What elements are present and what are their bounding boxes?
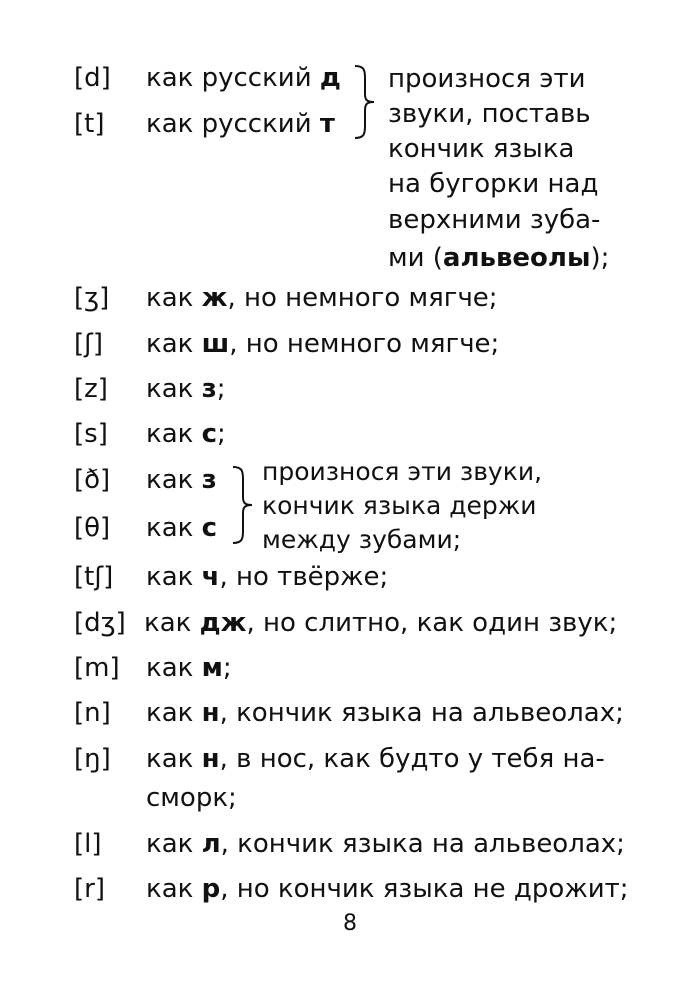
note-text: ); bbox=[590, 243, 610, 273]
desc-text: ; bbox=[216, 374, 226, 404]
description-dzh bbox=[144, 607, 617, 639]
bold-letter: м bbox=[201, 653, 223, 683]
desc-text: , в нос, как будто у тебя на- bbox=[219, 744, 605, 774]
note-text: ми ( bbox=[388, 243, 443, 273]
phoneme-m: [m] bbox=[74, 653, 120, 683]
phoneme-zh: [ʒ] bbox=[74, 283, 110, 313]
bold-letter: ч bbox=[201, 562, 220, 592]
right-brace-icon bbox=[230, 465, 256, 545]
bold-letter: ж bbox=[201, 283, 228, 313]
bold-letter: с bbox=[201, 513, 218, 543]
description-z bbox=[146, 373, 225, 405]
bold-letter: д bbox=[319, 63, 341, 93]
description-tsh bbox=[146, 561, 388, 593]
description-zh bbox=[146, 282, 498, 314]
note1-line-3: кончик языка bbox=[388, 134, 575, 164]
desc-text: как bbox=[146, 744, 202, 774]
desc-text: , но кончик языка не дрожит; bbox=[220, 874, 629, 904]
desc-text: как bbox=[146, 653, 202, 683]
note1-line-4: на бугорки над bbox=[388, 169, 599, 199]
description-d bbox=[146, 62, 341, 94]
desc-text: как bbox=[146, 374, 202, 404]
phoneme-d: [d] bbox=[74, 63, 111, 93]
desc-text: как русский bbox=[146, 63, 320, 93]
desc-text: , но слитно, как один звук; bbox=[246, 608, 618, 638]
desc-text: как bbox=[146, 465, 202, 495]
note1-line-5: верхними зуба- bbox=[388, 205, 601, 235]
desc-text: , кончик языка на альвеолах; bbox=[219, 698, 624, 728]
description-m bbox=[146, 652, 232, 684]
phoneme-z: [z] bbox=[74, 374, 108, 404]
description-theta bbox=[146, 512, 217, 544]
description-eth bbox=[146, 464, 217, 496]
desc-text: как bbox=[146, 283, 202, 313]
bold-letter: с bbox=[201, 419, 218, 449]
desc-text: как bbox=[146, 829, 202, 859]
phoneme-eth: [ð] bbox=[74, 465, 111, 495]
bold-letter: ш bbox=[201, 329, 230, 359]
bold-letter: н bbox=[201, 698, 220, 728]
phoneme-tsh: [tʃ] bbox=[74, 562, 114, 592]
bold-term: альвеолы bbox=[442, 243, 591, 273]
phoneme-l: [l] bbox=[74, 829, 102, 859]
note2-line-1: произнося эти звуки, bbox=[262, 457, 543, 486]
description-r bbox=[146, 873, 629, 905]
phoneme-theta: [θ] bbox=[74, 513, 111, 543]
bold-letter: т bbox=[319, 109, 335, 139]
desc-text: , но твёрже; bbox=[219, 562, 389, 592]
bold-letter: з bbox=[201, 465, 217, 495]
note1-line-6 bbox=[388, 241, 609, 275]
desc-text: как bbox=[144, 608, 200, 638]
description-sh bbox=[146, 328, 499, 360]
description-s bbox=[146, 418, 226, 450]
note2-line-2: кончик языка держи bbox=[262, 491, 537, 520]
phoneme-n: [n] bbox=[74, 698, 111, 728]
desc-text: ; bbox=[217, 419, 226, 449]
note1-line-1: произнося эти bbox=[388, 64, 586, 94]
desc-text: ; bbox=[222, 653, 232, 683]
bold-letter: н bbox=[201, 744, 220, 774]
desc-text: как bbox=[146, 874, 202, 904]
note1-line-2: звуки, поставь bbox=[388, 99, 591, 129]
description-ng-continuation: сморк; bbox=[146, 783, 237, 813]
note2-line-3: между зубами; bbox=[262, 525, 462, 554]
description-n bbox=[146, 697, 624, 729]
desc-text: как bbox=[146, 562, 202, 592]
bold-letter: дж bbox=[199, 608, 247, 638]
phoneme-ng: [ŋ] bbox=[74, 744, 111, 774]
desc-text: как bbox=[146, 513, 202, 543]
page-number: 8 bbox=[343, 911, 357, 936]
phoneme-r: [r] bbox=[74, 874, 105, 904]
desc-text: как bbox=[146, 329, 202, 359]
phoneme-sh: [ʃ] bbox=[74, 329, 104, 359]
description-l bbox=[146, 828, 625, 860]
phoneme-dzh: [dʒ] bbox=[74, 608, 126, 638]
desc-text: , кончик языка на альвеолах; bbox=[220, 829, 625, 859]
desc-text: , но немного мягче; bbox=[227, 283, 498, 313]
bold-letter: л bbox=[201, 829, 221, 859]
description-t bbox=[146, 108, 335, 140]
desc-text: как русский bbox=[146, 109, 320, 139]
desc-text: , но немного мягче; bbox=[229, 329, 500, 359]
phoneme-t: [t] bbox=[74, 109, 105, 139]
desc-text: как bbox=[146, 419, 202, 449]
desc-text: как bbox=[146, 698, 202, 728]
description-ng bbox=[146, 743, 605, 775]
bold-letter: з bbox=[201, 374, 217, 404]
bold-letter: р bbox=[201, 874, 221, 904]
right-brace-icon bbox=[352, 64, 378, 140]
phoneme-s: [s] bbox=[74, 419, 108, 449]
